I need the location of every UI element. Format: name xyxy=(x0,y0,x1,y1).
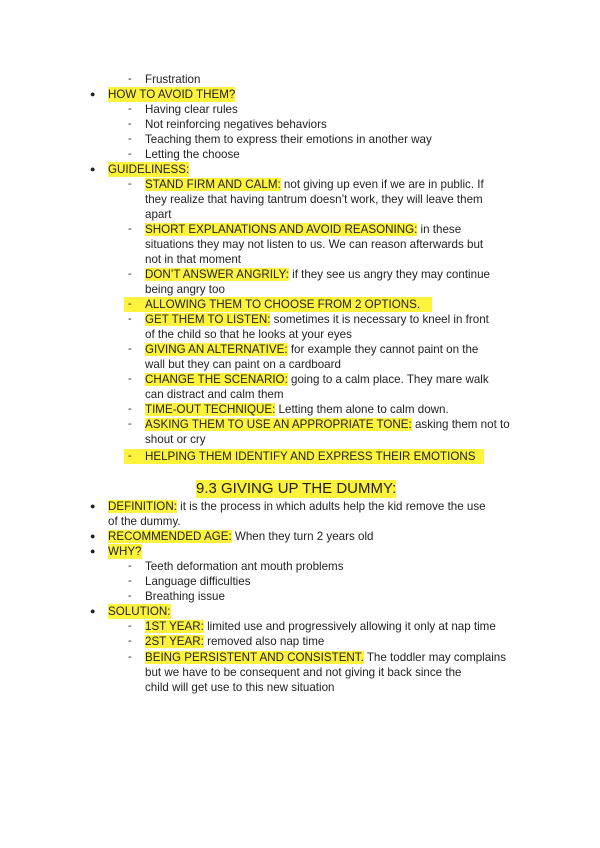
item-continuation: of the child so that he looks at your eyes xyxy=(145,328,352,341)
highlighted-term: 1ST YEAR: xyxy=(145,620,204,633)
dash-marker: - xyxy=(128,223,132,235)
bullet-icon: ● xyxy=(90,606,96,616)
bullet-icon: ● xyxy=(90,531,96,541)
highlighted-term: ASKING THEM TO USE AN APPROPRIATE TONE: xyxy=(145,418,412,431)
list-item: Not reinforcing negatives behaviors xyxy=(145,118,327,131)
item-continuation: wall but they can paint on a cardboard xyxy=(145,358,341,371)
item-text: going to a calm place. They mare walk xyxy=(287,373,489,386)
bullet-icon: ● xyxy=(90,164,96,174)
item-text: asking them not to xyxy=(411,418,510,431)
item-text: sometimes it is necessary to kneel in front xyxy=(270,313,489,326)
guideliness-label: GUIDELINESS: xyxy=(108,163,190,176)
dash-marker: - xyxy=(128,118,132,130)
item-continuation: not in that moment xyxy=(145,253,242,266)
dash-marker: - xyxy=(128,373,132,385)
item-text: in these xyxy=(417,223,462,236)
item-continuation: can distract and calm them xyxy=(145,388,284,401)
dash-marker: - xyxy=(128,178,132,190)
highlighted-term: BEING PERSISTENT AND CONSISTENT. xyxy=(145,651,364,664)
bullet-icon: ● xyxy=(90,546,96,556)
item-text: The toddler may complains xyxy=(363,651,507,664)
why-label: WHY? xyxy=(108,545,142,558)
list-item: Language difficulties xyxy=(145,575,251,588)
highlighted-term: GET THEM TO LISTEN: xyxy=(145,313,271,326)
list-item xyxy=(145,402,449,417)
list-item: Having clear rules xyxy=(145,103,238,116)
dash-marker: - xyxy=(128,343,132,355)
solution-label: SOLUTION: xyxy=(108,605,171,618)
list-item: Frustration xyxy=(145,73,201,86)
dash-marker: - xyxy=(128,133,132,145)
highlighted-term: 2ST YEAR: xyxy=(145,635,204,648)
item-text: limited use and progressively allowing it only at nap time xyxy=(203,620,496,633)
dash-marker: - xyxy=(128,268,132,280)
list-item: Breathing issue xyxy=(145,590,225,603)
item-continuation: apart xyxy=(145,208,172,221)
list-item xyxy=(145,650,506,665)
dash-marker: - xyxy=(128,313,132,325)
highlighted-term: GIVING AN ALTERNATIVE: xyxy=(145,343,288,356)
dash-marker: - xyxy=(128,298,132,310)
dash-marker: - xyxy=(128,635,132,647)
item-continuation: of the dummy. xyxy=(108,515,181,528)
item-continuation: but we have to be consequent and not giving it back since the xyxy=(145,666,462,679)
list-item: Teeth deformation ant mouth problems xyxy=(145,560,344,573)
how-to-avoid-label: HOW TO AVOID THEM? xyxy=(108,88,236,101)
dash-marker: - xyxy=(128,620,132,632)
highlighted-term: STAND FIRM AND CALM: xyxy=(145,178,281,191)
highlighted-term: RECOMMENDED AGE: xyxy=(108,530,232,543)
highlighted-term: DEFINITION: xyxy=(108,500,177,513)
dash-marker: - xyxy=(128,403,132,415)
item-continuation: shout or cry xyxy=(145,433,206,446)
item-text: Letting them alone to calm down. xyxy=(275,403,449,416)
dash-marker: - xyxy=(128,103,132,115)
dash-marker: - xyxy=(128,590,132,602)
item-text: When they turn 2 years old xyxy=(231,530,374,543)
item-text: for example they cannot paint on the xyxy=(287,343,479,356)
highlighted-term: TIME-OUT TECHNIQUE: xyxy=(145,403,276,416)
definition-item xyxy=(108,499,486,514)
item-continuation: they realize that having tantrum doesn’t work, they will leave them xyxy=(145,193,483,206)
list-item xyxy=(145,222,461,237)
list-item xyxy=(145,619,496,634)
highlighted-term: DON’T ANSWER ANGRILY: xyxy=(145,268,289,281)
dash-marker: - xyxy=(128,651,132,663)
list-item xyxy=(145,372,489,387)
item-continuation: child will get use to this new situation xyxy=(145,681,335,694)
item-text: removed also nap time xyxy=(203,635,325,648)
bullet-icon: ● xyxy=(90,501,96,511)
section-heading: 9.3 GIVING UP THE DUMMY: xyxy=(196,480,397,497)
dash-marker: - xyxy=(128,560,132,572)
dash-marker: - xyxy=(128,148,132,160)
highlighted-term: SHORT EXPLANATIONS AND AVOID REASONING: xyxy=(145,223,418,236)
list-item xyxy=(145,267,490,282)
item-continuation: being angry too xyxy=(145,283,225,296)
list-item xyxy=(145,177,484,192)
item-text: it is the process in which adults help the kid remove the use xyxy=(176,500,486,513)
list-item: HELPING THEM IDENTIFY AND EXPRESS THEIR EMOTIONS xyxy=(145,450,476,463)
list-item xyxy=(145,417,510,432)
list-item: ALLOWING THEM TO CHOOSE FROM 2 OPTIONS. xyxy=(145,298,421,311)
bullet-icon: ● xyxy=(90,89,96,99)
highlighted-term: CHANGE THE SCENARIO: xyxy=(145,373,288,386)
item-text: not giving up even if we are in public. If xyxy=(280,178,484,191)
item-continuation: situations they may not listen to us. We can reason afterwards but xyxy=(145,238,484,251)
list-item: Teaching them to express their emotions in another way xyxy=(145,133,432,146)
dash-marker: - xyxy=(128,73,132,85)
dash-marker: - xyxy=(128,450,132,462)
list-item xyxy=(145,634,324,649)
dash-marker: - xyxy=(128,418,132,430)
dash-marker: - xyxy=(128,575,132,587)
list-item: Letting the choose xyxy=(145,148,240,161)
list-item xyxy=(145,312,489,327)
recommended-age-item xyxy=(108,529,373,544)
item-text: if they see us angry they may continue xyxy=(288,268,490,281)
list-item xyxy=(145,342,478,357)
